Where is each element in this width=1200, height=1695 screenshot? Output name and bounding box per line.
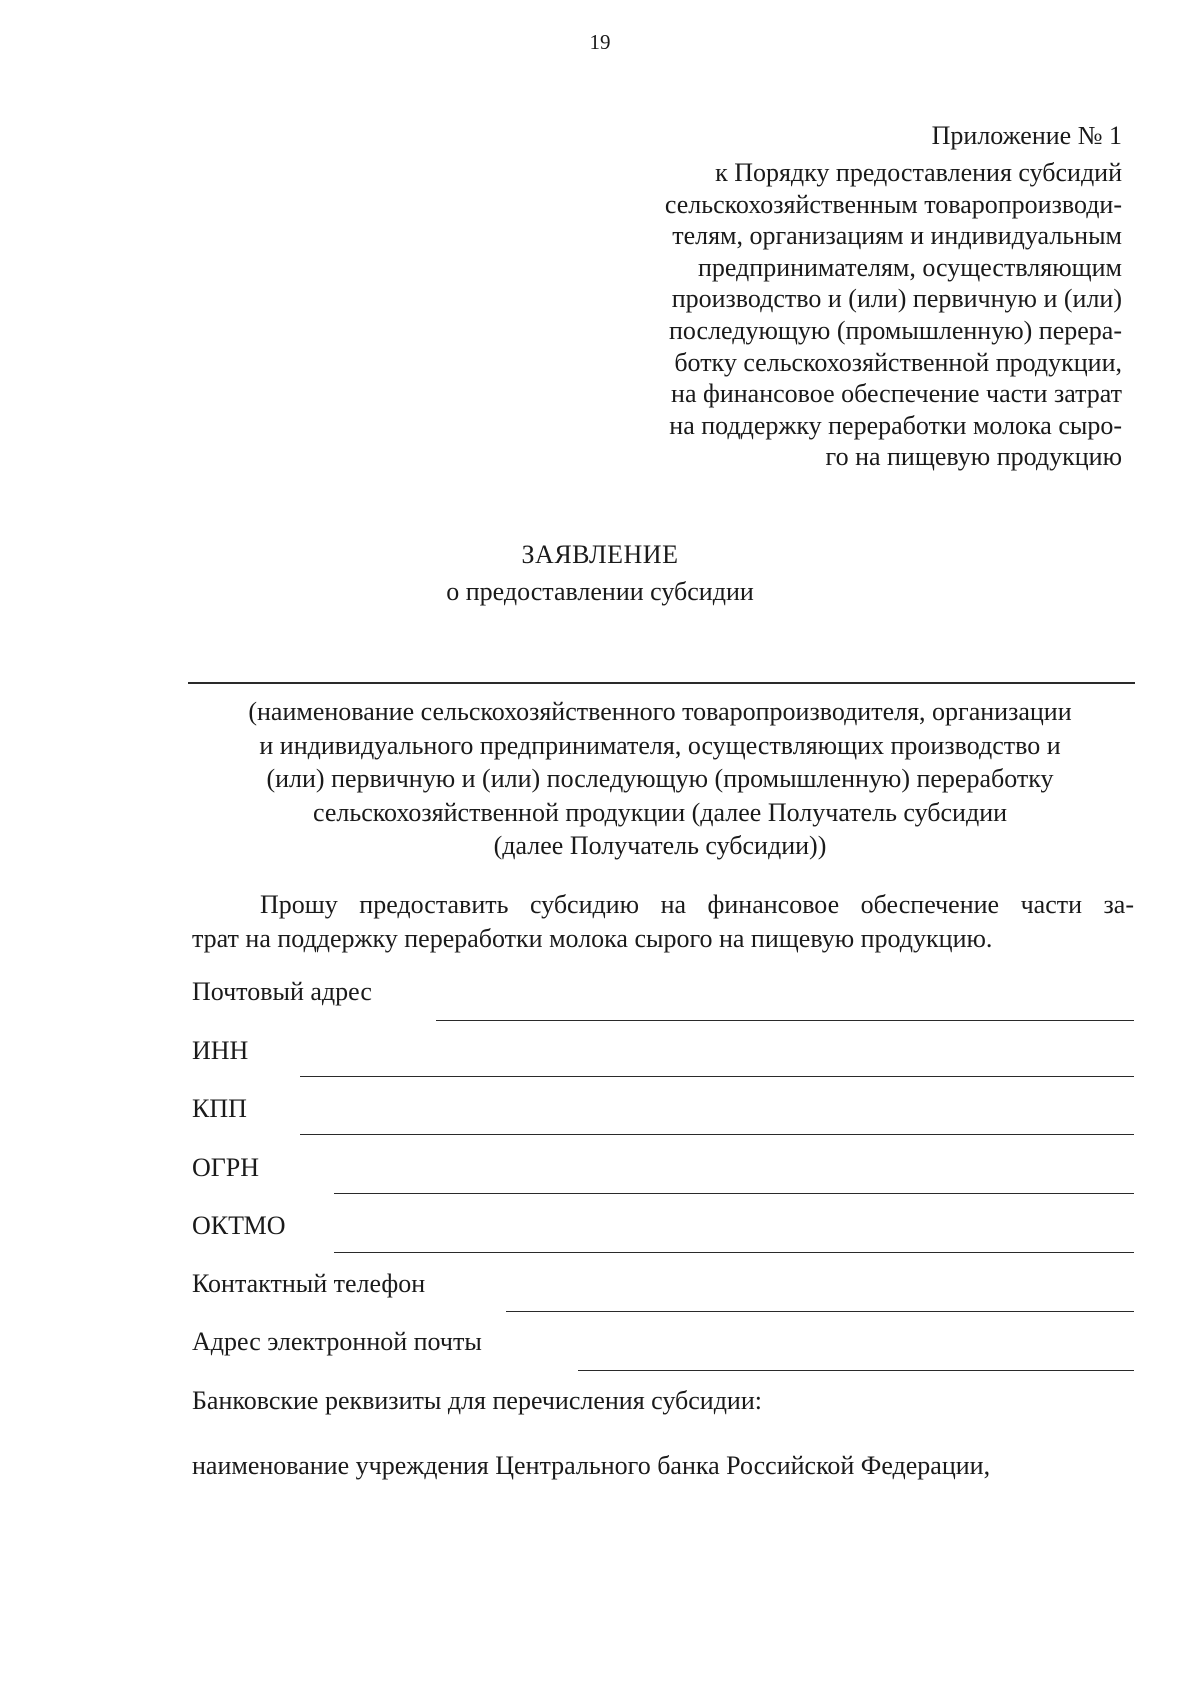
ogrn-field[interactable] [334,1193,1134,1194]
kpp-field[interactable] [300,1134,1134,1135]
request-paragraph [192,888,1134,955]
request-line: трат на поддержку переработки молока сырого на пищевую продукцию. [192,923,993,953]
inn-field[interactable] [300,1076,1134,1077]
appendix-line: на финансовое обеспечение части затрат [671,379,1122,409]
bank-details-heading: Банковские реквизиты для перечисления субсидии: [192,1386,762,1415]
inn-label: ИНН [192,1036,249,1065]
document-title: ЗАЯВЛЕНИЕ [521,540,679,569]
appendix-line: ботку сельскохозяйственной продукции, [674,347,1122,377]
document-subtitle: о предоставлении субсидии [446,577,754,606]
oktmo-field[interactable] [334,1252,1134,1253]
appendix-line: производство и (или) первичную и (или) [671,284,1122,314]
bank-institution-label: наименование учреждения Центрального банка Российской Федерации, [192,1451,991,1480]
postal-address-label: Почтовый адрес [192,977,372,1006]
appendix-line: к Порядку предоставления субсидий [715,158,1122,187]
appendix-line: на поддержку переработки молока сыро- [669,410,1122,440]
appendix-line: телям, организациям и индивидуальным [672,221,1122,251]
recipient-name-caption [160,695,1160,863]
caption-line: (или) первичную и (или) последующую (промышленную) переработку [266,764,1054,793]
appendix-line: го на пищевую продукцию [825,442,1122,472]
caption-line: и индивидуального предпринимателя, осуществляющих производство и [259,730,1061,760]
appendix-line: сельскохозяйственным товаропроизводи- [664,189,1122,219]
page-number: 19 [589,30,611,54]
email-label: Адрес электронной почты [192,1327,482,1356]
appendix-body [582,157,1122,473]
recipient-name-line[interactable] [188,682,1135,684]
request-line: Прошу предоставить субсидию на финансовое обеспечение части за- [260,890,1134,919]
ogrn-label: ОГРН [192,1153,260,1182]
appendix-line: последующую (промышленную) перера- [668,315,1122,345]
postal-address-field[interactable] [436,1020,1134,1021]
appendix-title: Приложение № 1 [931,121,1122,150]
caption-line: сельскохозяйственной продукции (далее Получатель субсидии [312,797,1008,827]
email-field[interactable] [578,1370,1134,1371]
caption-line: (наименование сельскохозяйственного товаропроизводителя, организации [248,697,1072,726]
caption-line: (далее Получатель субсидии)) [493,831,827,860]
kpp-label: КПП [192,1094,247,1123]
phone-label: Контактный телефон [192,1269,426,1298]
oktmo-label: ОКТМО [192,1211,286,1240]
phone-field[interactable] [506,1311,1134,1312]
appendix-line: предпринимателям, осуществляющим [697,252,1122,282]
